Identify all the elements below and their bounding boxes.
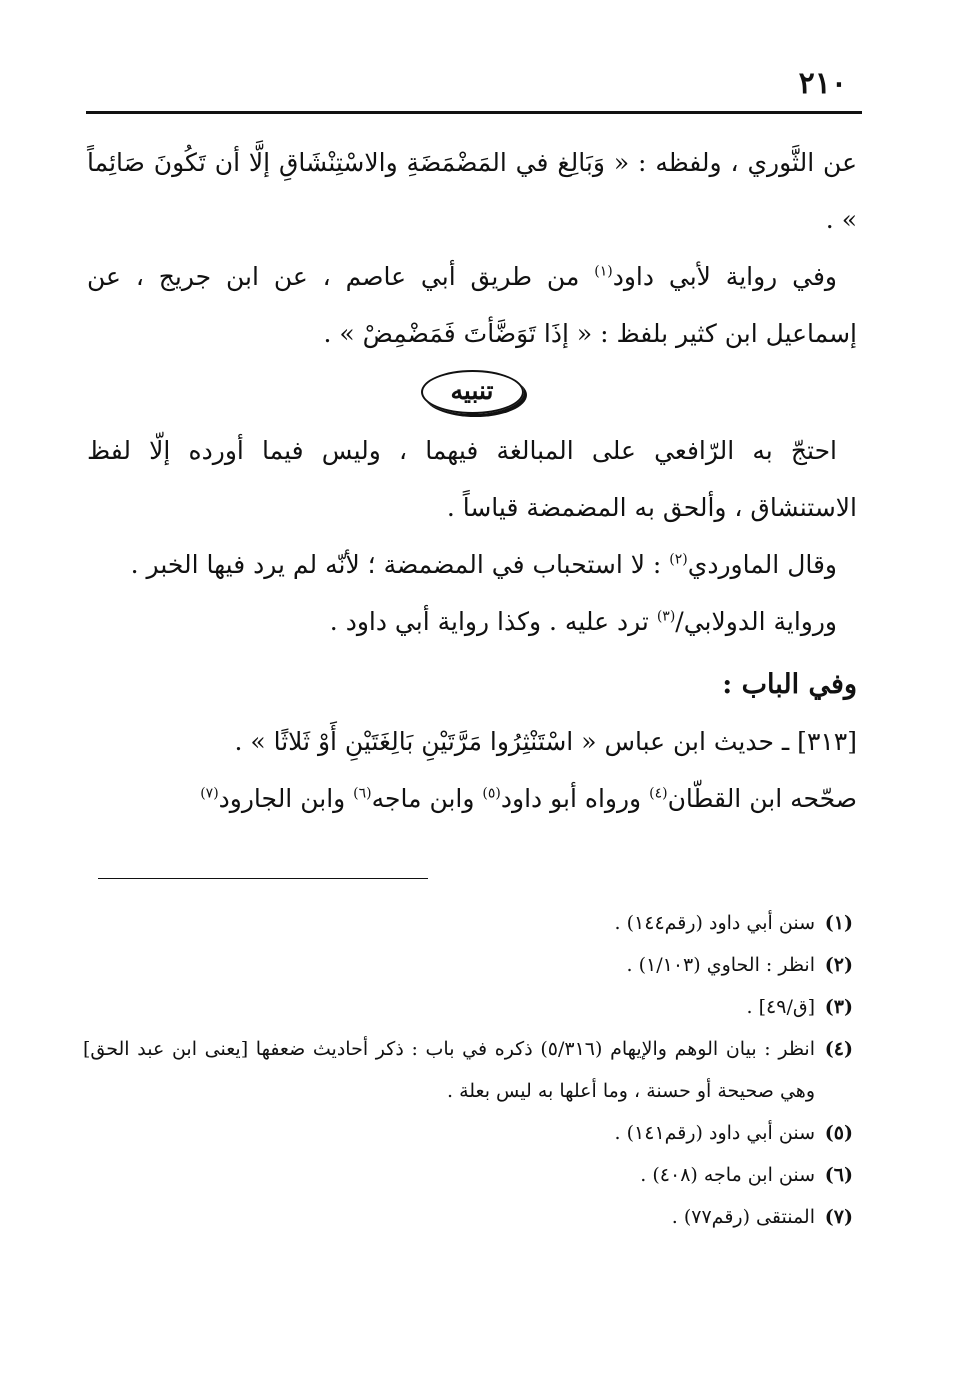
header-rule <box>86 111 862 114</box>
footnote-item <box>83 1154 853 1196</box>
footnote-text: انظر : بيان الوهم والإيهام (٥/٣١٦) ذكره في باب : ذكر أحاديث ضعفها [يعنى ابن عبد الحق] وهي صحيحة أو حسنة ، وما أعلها به ليس بعلة . <box>83 1038 815 1102</box>
text-segment: : لا استحباب في المضمضة ؛ لأنّه لم يرد فيها الخبر . <box>130 550 670 579</box>
paragraph-authentication <box>87 770 857 827</box>
footnote-ref-1[interactable]: (١) <box>594 263 613 280</box>
text-segment: ترد عليه . وكذا رواية أبي داود . <box>329 607 657 636</box>
footnote-text: سنن أبي داود (رقم١٤١) . <box>614 1122 815 1144</box>
text-segment: وابن الجارود <box>218 784 354 813</box>
text-segment: وقال الماوردي <box>687 550 837 579</box>
footnote-ref-2[interactable]: (٢) <box>669 551 688 568</box>
text-segment: ورواية الدولابي/ <box>675 607 837 636</box>
footnote-ref-6[interactable]: (٦) <box>353 785 372 802</box>
footnote-item <box>83 902 853 944</box>
paragraph-thawri: عن الثَّوري ، ولفظه : « وَبَالِغ في المَضْمَضَةِ والاسْتِنْشَاقِ إلَّا أن تَكُونَ صَائِماً » . <box>87 148 857 234</box>
text-segment: وابن ماجه <box>371 784 483 813</box>
footnote-ref-4[interactable]: (٤) <box>649 785 668 802</box>
text-segment: ورواه أبو داود <box>500 784 650 813</box>
footnote-separator <box>98 878 428 879</box>
footnote-item <box>83 1028 853 1112</box>
footnote-item <box>83 1112 853 1154</box>
footnote-text: المنتقى (رقم٧٧) . <box>671 1206 815 1228</box>
section-heading: وفي الباب : <box>722 669 857 700</box>
paragraph-mawardi <box>87 536 857 593</box>
footnote-text: سنن ابن ماجه (٤٠٨) . <box>640 1164 815 1186</box>
page-number: ٢١٠ <box>798 66 847 101</box>
text-segment: وفي رواية لأبي داود <box>612 262 837 291</box>
text-segment: صحّحه ابن القطّان <box>667 784 857 813</box>
notice-heading: تنبيه <box>421 370 524 414</box>
footnote-number: (٢) <box>824 954 853 976</box>
notice-heading-wrap <box>87 362 857 422</box>
footnotes <box>83 902 853 1238</box>
footnote-ref-3[interactable]: (٣) <box>656 608 676 625</box>
footnote-number: (٤) <box>824 1038 853 1060</box>
footnote-number: (٥) <box>824 1122 853 1144</box>
footnote-item <box>83 944 853 986</box>
footnote-text: انظر : الحاوي (١/١٠٣) . <box>626 954 815 976</box>
paragraph-dulabi <box>87 593 857 650</box>
footnote-number: (٣) <box>824 996 853 1018</box>
footnote-item <box>83 1196 853 1238</box>
footnote-ref-7[interactable]: (٧) <box>200 785 219 802</box>
hadith-313: [٣١٣] ـ حديث ابن عباس « اسْتَنْثِرُوا مَرَّتَيْنِ بَالِغَتَيْنِ أَوْ ثَلاثًا » . <box>234 727 857 756</box>
paragraph-abu-dawud-narration <box>87 248 857 362</box>
footnote-item <box>83 986 853 1028</box>
footnote-number: (١) <box>824 912 853 934</box>
footnote-number: (٧) <box>824 1206 853 1228</box>
footnote-ref-5[interactable]: (٥) <box>482 785 501 802</box>
main-text <box>87 134 857 827</box>
paragraph-rafii: احتجّ به الرّافعي على المبالغة فيهما ، وليس فيما أورده إلّا لفظ الاستنشاق ، وألحق به المضمضة قياساً . <box>87 436 857 522</box>
footnote-number: (٦) <box>824 1164 853 1186</box>
footnote-text: سنن أبي داود (رقم١٤٤) . <box>614 912 815 934</box>
text-segment: من طريق أبي عاصم ، عن ابن جريج ، عن إسماعيل ابن كثير بلفظ : « إذَا تَوَضَّأتَ فَمَضْمِضْ » . <box>87 262 857 348</box>
footnote-text: [ق/٤٩] . <box>746 996 815 1018</box>
